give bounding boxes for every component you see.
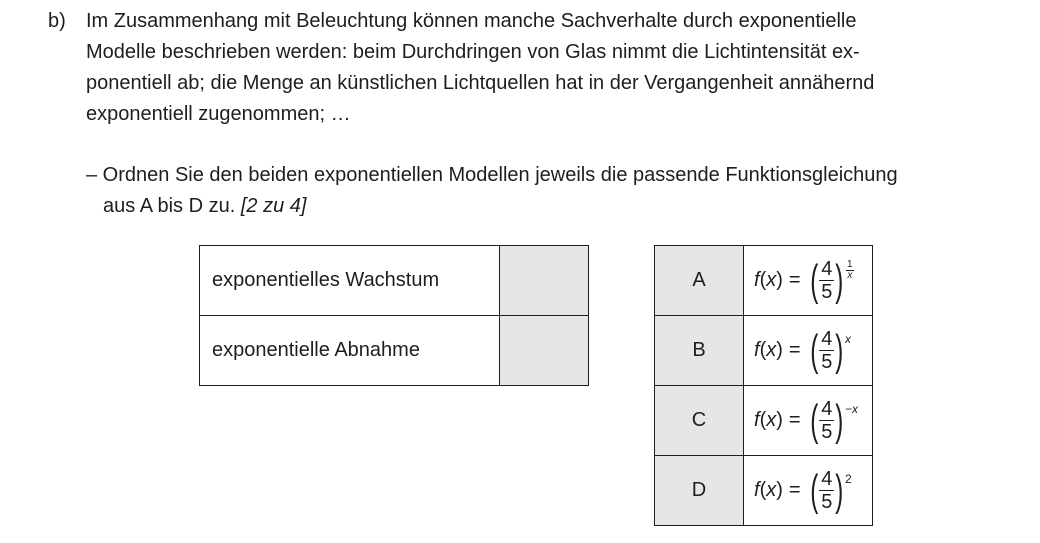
function-variable: x [766,479,777,501]
function-name: f [754,409,760,431]
function-variable: x [766,409,777,431]
denominator: 5 [821,281,833,303]
numerator: 4 [821,468,833,490]
task-instruction [86,160,898,222]
exponent: x [845,332,852,346]
option-row-d [655,456,873,526]
option-letter: B [655,316,744,386]
task-line-1: – Ordnen Sie den beiden exponentiellen Modellen jeweils die passende Funktionsgleichung [86,164,898,186]
intro-line: Im Zusammenhang mit Beleuchtung können manche Sachverhalte durch exponentielle [86,10,857,32]
exponent-fraction [846,260,854,281]
option-formula: f(x) = ( $\frac{4}{5}$ ) 2 [744,456,873,526]
denominator: 5 [821,351,833,373]
intro-text [86,6,986,130]
function-name: f [754,339,760,361]
part-label: b) [48,10,66,32]
model-row [200,316,589,386]
intro-line: ponentiell ab; die Menge an künstlichen Lichtquellen hat in der Vergangenheit annähernd [86,72,875,94]
model-label: exponentielle Abnahme [200,316,500,386]
exponent-numerator: 1 [847,259,853,270]
task-line-2-text: aus A bis D zu. [103,195,241,217]
option-formula: f(x) = ( $\frac{4}{5}$ ) −x [744,386,873,456]
equals-sign: = [788,269,801,291]
option-formula: f(x) = ( $\frac{4}{5}$ ) x [744,316,873,386]
points-label: [2 zu 4] [240,195,307,217]
denominator: 5 [821,491,833,513]
models-table [199,245,589,386]
option-letter: C [655,386,744,456]
equals-sign: = [788,339,801,361]
option-letter: A [655,246,744,316]
option-row-c [655,386,873,456]
exponent: −x [845,402,859,416]
function-variable: x [766,339,777,361]
exponent-denominator: x [847,270,853,281]
function-name: f [754,269,760,291]
options-table [654,245,873,526]
function-variable: x [766,269,777,291]
equals-sign: = [788,409,801,431]
intro-line: exponentiell zugenommen; … [86,103,351,125]
option-row-b [655,316,873,386]
numerator: 4 [821,328,833,350]
answer-box-decay[interactable] [500,316,589,386]
equals-sign: = [788,479,801,501]
model-row [200,246,589,316]
denominator: 5 [821,421,833,443]
answer-box-growth[interactable] [500,246,589,316]
model-label: exponentielles Wachstum [200,246,500,316]
intro-line: Modelle beschrieben werden: beim Durchdringen von Glas nimmt die Lichtintensität ex- [86,41,860,63]
task-line-2 [86,191,898,222]
numerator: 4 [821,258,833,280]
exponent: 2 [845,472,852,486]
function-name: f [754,479,760,501]
option-letter: D [655,456,744,526]
option-formula: f(x) = ( $\frac{4}{5}$ ) $\frac{1}{x}$ [744,246,873,316]
numerator: 4 [821,398,833,420]
option-row-a [655,246,873,316]
